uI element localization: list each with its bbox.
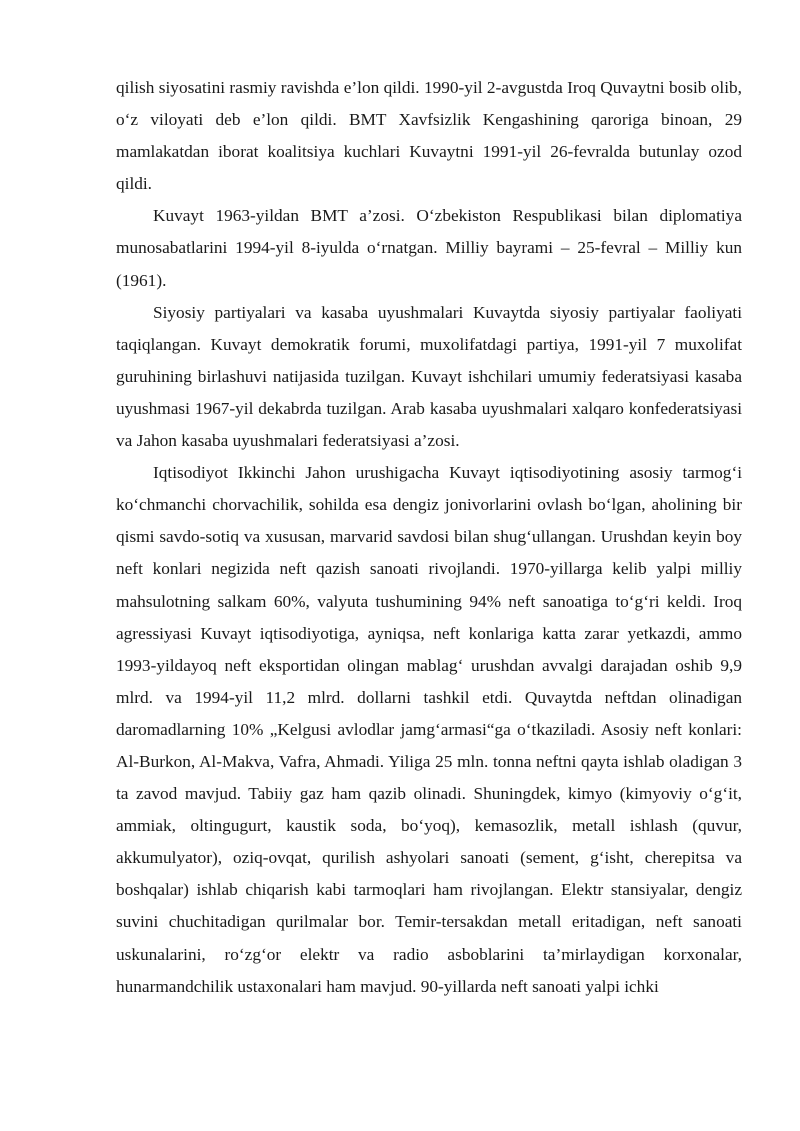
paragraph-invasion: qilish siyosatini rasmiy ravishda e’lon qildi. 1990-yil 2-avgustda Iroq Quvaytni bosib olib, o‘z viloyati deb e’lon qildi. BMT Xavfsizlik Kengashining qaroriga binoan, 29 mamlakatdan iborat koalitsiya kuchlari Kuvaytni 1991-yil 26-fevralda butunlay ozod qildi.	[116, 78, 742, 194]
document-body	[116, 72, 742, 1003]
paragraph-un-membership: Kuvayt 1963-yildan BMT a’zosi. O‘zbekiston Respublikasi bilan diplomatiya munosabatlarini 1994-yil 8-iyulda o‘rnatgan. Milliy bayrami – 25-fevral – Milliy kun (1961).	[116, 206, 742, 290]
paragraph-political-parties: Siyosiy partiyalari va kasaba uyushmalari Kuvaytda siyosiy partiyalar faoliyati taqiqlangan. Kuvayt demokratik forumi, muxolifatdagi partiya, 1991-yil 7 muxolifat guruhining birlashuvi natijasida tuzilgan. Kuvayt ishchilari umumiy federatsiyasi kasaba uyushmasi 1967-yil dekabrda tuzilgan. Arab kasaba uyushmalari xalqaro konfederatsiyasi va Jahon kasaba uyushmalari federatsiyasi a’zosi.	[116, 302, 742, 451]
paragraph-economy: Iqtisodiyot Ikkinchi Jahon urushigacha Kuvayt iqtisodiyotining asosiy tarmog‘i ko‘chmanchi chorvachilik, sohilda esa dengiz jonivorlarini ovlash bo‘lgan, aholining bir qismi savdo-sotiq va xususan, marvarid savdosi bilan shug‘ullangan. Urushdan keyin boy neft konlari negizida neft qazish sanoati rivojlandi. 1970-yillarga kelib yalpi milliy mahsulotning salkam 60%, valyuta tushumining 94% neft sanoatiga to‘g‘ri keldi. Iroq agressiyasi Kuvayt iqtisodiyotiga, ayniqsa, neft konlariga katta zarar yetkazdi, ammo 1993-yildayoq neft eksportidan olingan mablag‘ urushdan avvalgi darajadan oshib 9,9 mlrd. va 1994-yil 11,2 mlrd. dollarni tashkil etdi. Quvaytda neftdan olinadigan daromadlarning 10% „Kelgusi avlodlar jamg‘armasi“ga o‘tkaziladi. Asosiy neft konlari: Al-Burkon, Al-Makva, Vafra, Ahmadi. Yiliga 25 mln. tonna neftni qayta ishlab oladigan 3 ta zavod mavjud. Tabiiy gaz ham qazib olinadi. Shuningdek, kimyo (kimyoviy o‘g‘it, ammiak, oltingugurt, kaustik soda, bo‘yoq), kemasozlik, metall ishlash (quvur, akkumulyator), oziq-ovqat, qurilish ashyolari sanoati (sement, g‘isht, cherepitsa va boshqalar) ishlab chiqarish kabi tarmoqlari ham rivojlangan. Elektr stansiyalar, dengiz suvini chuchitadigan qurilmalar bor. Temir-tersakdan metall eritadigan, neft sanoati uskunalarini, ro‘zg‘or elektr va radio asboblarini ta’mirlaydigan korxonalar, hunarmandchilik ustaxonalari ham mavjud. 90-yillarda neft sanoati yalpi ichki	[116, 463, 742, 996]
